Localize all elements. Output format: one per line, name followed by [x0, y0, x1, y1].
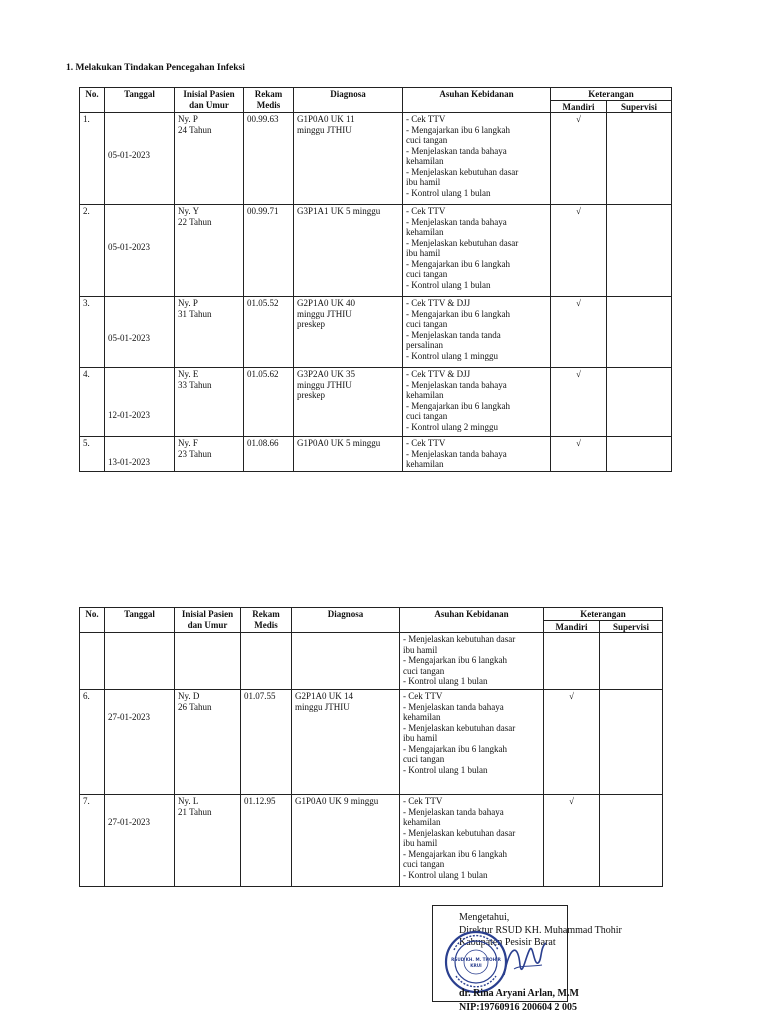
row-medical-record: 00.99.63 [244, 113, 294, 205]
header-rekam: Rekam Medis [244, 88, 294, 113]
row-number [80, 633, 105, 690]
row-patient: Ny. P 24 Tahun [175, 113, 244, 205]
row-diagnosis [292, 633, 400, 690]
row-supervisi-check [600, 690, 663, 795]
table-row [80, 113, 672, 205]
director-name: dr. Rina Aryani Arlan, M.M [459, 988, 579, 999]
row-supervisi-check [607, 205, 672, 297]
row-diagnosis: G3P2A0 UK 35 minggu JTHIU preskep [294, 368, 403, 437]
svg-text:KRUI: KRUI [470, 963, 482, 968]
header-inisial: Inisial Pasien dan Umur [175, 88, 244, 113]
row-medical-record: 01.05.62 [244, 368, 294, 437]
header-no: No. [80, 88, 105, 113]
row-medical-record [241, 633, 292, 690]
row-care-actions: - Cek TTV - Mengajarkan ibu 6 langkah cuci tangan - Menjelaskan tanda bahaya kehamilan - Menjelaskan kebutuhan dasar ibu hamil - Kontrol ulang 1 bulan [403, 113, 551, 205]
row-number: 4. [80, 368, 105, 437]
header-inisial: Inisial Pasien dan Umur [175, 608, 241, 633]
row-diagnosis: G1P0A0 UK 11 minggu JTHIU [294, 113, 403, 205]
table-row [80, 437, 672, 472]
row-medical-record: 01.05.52 [244, 297, 294, 368]
row-diagnosis: G2P1A0 UK 14 minggu JTHIU [292, 690, 400, 795]
row-patient: Ny. Y 22 Tahun [175, 205, 244, 297]
section-heading: 1. Melakukan Tindakan Pencegahan Infeksi [66, 63, 245, 73]
row-mandiri-check: √ [551, 297, 607, 368]
row-diagnosis: G1P0A0 UK 5 minggu [294, 437, 403, 472]
row-date: 12-01-2023 [105, 368, 175, 437]
row-care-actions: - Cek TTV - Menjelaskan tanda bahaya kehamilan [403, 437, 551, 472]
row-medical-record: 01.07.55 [241, 690, 292, 795]
row-care-actions: - Cek TTV - Menjelaskan tanda bahaya kehamilan - Menjelaskan kebutuhan dasar ibu hamil - Mengajarkan ibu 6 langkah cuci tangan - Kontrol ulang 1 bulan [400, 690, 544, 795]
header-diagnosa: Diagnosa [292, 608, 400, 633]
row-number: 6. [80, 690, 105, 795]
handwritten-signature [500, 935, 550, 985]
row-patient: Ny. P 31 Tahun [175, 297, 244, 368]
row-date: 27-01-2023 [105, 690, 175, 795]
table-row [80, 690, 663, 795]
row-care-actions: - Cek TTV - Menjelaskan tanda bahaya kehamilan - Menjelaskan kebutuhan dasar ibu hamil - Mengajarkan ibu 6 langkah cuci tangan - Kontrol ulang 1 bulan [400, 795, 544, 887]
row-patient: Ny. D 26 Tahun [175, 690, 241, 795]
table-row [80, 368, 672, 437]
row-date: 05-01-2023 [105, 205, 175, 297]
row-date: 05-01-2023 [105, 113, 175, 205]
table-row [80, 795, 663, 887]
header-supervisi: Supervisi [600, 620, 663, 633]
header-keterangan: Keterangan [551, 88, 672, 101]
row-supervisi-check [600, 795, 663, 887]
table-row [80, 205, 672, 297]
row-supervisi-check [600, 633, 663, 690]
row-number: 2. [80, 205, 105, 297]
header-diagnosa: Diagnosa [294, 88, 403, 113]
row-number: 5. [80, 437, 105, 472]
activity-table-1 [79, 87, 672, 472]
row-number: 3. [80, 297, 105, 368]
row-medical-record: 01.12.95 [241, 795, 292, 887]
director-nip: NIP:19760916 200604 2 005 [459, 1002, 578, 1013]
table-row [80, 297, 672, 368]
row-medical-record: 00.99.71 [244, 205, 294, 297]
row-mandiri-check: √ [551, 437, 607, 472]
row-supervisi-check [607, 368, 672, 437]
row-patient: Ny. F 23 Tahun [175, 437, 244, 472]
activity-table-2 [79, 607, 663, 887]
row-care-actions: - Cek TTV & DJJ - Mengajarkan ibu 6 langkah cuci tangan - Menjelaskan tanda tanda persalinan - Kontrol ulang 1 minggu [403, 297, 551, 368]
row-supervisi-check [607, 113, 672, 205]
header-mandiri: Mandiri [544, 620, 600, 633]
row-mandiri-check [544, 633, 600, 690]
header-tanggal: Tanggal [105, 608, 175, 633]
row-supervisi-check [607, 437, 672, 472]
header-rekam: Rekam Medis [241, 608, 292, 633]
official-stamp [444, 930, 508, 994]
row-mandiri-check: √ [551, 113, 607, 205]
row-diagnosis: G2P1A0 UK 40 minggu JTHIU preskep [294, 297, 403, 368]
row-mandiri-check: √ [551, 368, 607, 437]
row-mandiri-check: √ [544, 690, 600, 795]
header-mandiri: Mandiri [551, 100, 607, 113]
row-mandiri-check: √ [544, 795, 600, 887]
header-asuhan: Asuhan Kebidanan [400, 608, 544, 633]
row-care-actions: - Cek TTV - Menjelaskan tanda bahaya kehamilan - Menjelaskan kebutuhan dasar ibu hamil - Mengajarkan ibu 6 langkah cuci tangan - Kontrol ulang 1 bulan [403, 205, 551, 297]
row-patient: Ny. L 21 Tahun [175, 795, 241, 887]
row-diagnosis: G1P0A0 UK 9 minggu [292, 795, 400, 887]
header-no: No. [80, 608, 105, 633]
row-number: 7. [80, 795, 105, 887]
row-patient: Ny. E 33 Tahun [175, 368, 244, 437]
row-care-actions: - Cek TTV & DJJ - Menjelaskan tanda bahaya kehamilan - Mengajarkan ibu 6 langkah cuci tangan - Kontrol ulang 2 minggu [403, 368, 551, 437]
row-care-actions: - Menjelaskan kebutuhan dasar ibu hamil - Mengajarkan ibu 6 langkah cuci tangan - Kontrol ulang 1 bulan [400, 633, 544, 690]
row-medical-record: 01.08.66 [244, 437, 294, 472]
header-supervisi: Supervisi [607, 100, 672, 113]
row-date: 13-01-2023 [105, 437, 175, 472]
row-date: 05-01-2023 [105, 297, 175, 368]
row-patient [175, 633, 241, 690]
row-mandiri-check: √ [551, 205, 607, 297]
acknowledged-label: Mengetahui, [459, 912, 510, 923]
director-title: Direktur RSUD KH. Muhammad Thohir [459, 925, 622, 936]
row-diagnosis: G3P1A1 UK 5 minggu [294, 205, 403, 297]
regency-name: Kabupaten Pesisir Barat [459, 937, 556, 948]
row-number: 1. [80, 113, 105, 205]
header-keterangan: Keterangan [544, 608, 663, 621]
table-row [80, 633, 663, 690]
row-date [105, 633, 175, 690]
svg-text:RSUD KH. M. THOHIR: RSUD KH. M. THOHIR [451, 957, 501, 962]
header-tanggal: Tanggal [105, 88, 175, 113]
row-date: 27-01-2023 [105, 795, 175, 887]
header-asuhan: Asuhan Kebidanan [403, 88, 551, 113]
row-supervisi-check [607, 297, 672, 368]
